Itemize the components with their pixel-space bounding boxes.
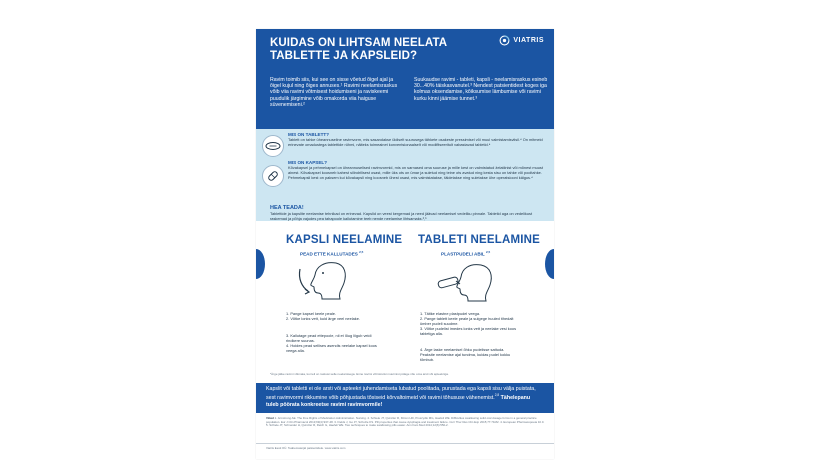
viatris-logo-icon [499,35,510,46]
tablet-icon [262,135,284,157]
tablet-method-title: TABLETI NEELAMINE [418,234,541,246]
good-to-know-heading: HEA TEADA! [270,205,304,211]
divider [256,443,554,444]
side-tab-left [256,249,265,279]
tablet-steps-part-2: 4. Ärge laske neelamisel õhku pudelisse sattuda. Peaksite neelamise ajal tundma, kuidas pudel kokku tõmbub. [420,347,511,363]
capsule-definition [288,160,546,181]
banner-text: Kapslit või tabletti ei ole arsti või apteekri juhendamiseta lubatud poolitada, purustada ega kapsli sisu välja puistata, sest ravimvormi rikkumine võib põhjustada tõsiseid kõrvaltoimeid või ravimi tõhususe vähenemist. [266,386,536,402]
banner-refs: 2,8 [494,393,500,398]
capsule-subtitle-refs: 2,5 [359,250,364,254]
intro-text-left: Ravim toimib siis, kui see on sisse võetud õigel ajal ja õigel kujul ning õiges annuses.¹ Ravimi neelamisraskus võib viia ravimi võtmisest hoidumiseni ja raviskeemi puudulik järgimine võib omakorda viia haiguse süvenemiseni.² [270,77,398,108]
capsule-steps-part-1: 1. Pange kapsel keele peale. 2. Võtke lonks vett, kuid ärge veel neelake. [286,311,360,322]
brand-logo [499,35,544,46]
capsule-text: Kõvakapsel ja pehmekapsel on üheannuselised ravimvormid, mis on sarnased oma suuruse ja mille kest on valmistatud želatiinist või mõnest muust ainest. Kõvakapsel koosneb kahest silindrilisest osast, mille üks ots on ümar ja suletud ning teine ots avatud ning kesta sisu on tahke või pooltahke. Pehmekapsli kest on paksem kui kõvakapsli ning koosneb ühest osast, mis valmistatakse, täidetakse ning suletakse ühe operatsiooni käigus.⁴ [288,165,543,180]
tablet-text: Tablett on tahke üheannuseline ravimvorm, mis sasandakse üldiselt suurusega tähkete osakeste pressimisel või muul valmistamisviisil.⁴ On mitmeid erinevate omadustega tablettide rühmi, näiteks toimeainet konventsionaalselt või modifitseeritult vabastavad tabletid.⁴ [288,137,543,147]
document-page [256,29,554,459]
good-to-know-text: Tablettide ja kapslite neelamise tehnikad on erinevad. Kapslid on veest kergemad ja need jäävad neelamisel vedeliku pinnale. Tabletid aga on vedelikust raskemad ja põhja vajudes pea tahapoole kallutamine teeb nende neelamise lihtsamaks.²,⁵ [270,211,533,221]
capsule-method-title: KAPSLI NEELAMINE [286,234,403,246]
imprint: Viatris Eesti OÜ. Teabematerjal patsientidele. www.viatris.com [266,446,346,450]
tablet-bottle-illustration [436,259,506,309]
footnote: *Ärge jätke ravimi võtmata, kui teil on raskusi selle neelamisega. Enne ravimi võtmisviisi muutmist pidage nõu oma arsti või apteekriga. [270,372,449,376]
banner-emphasis: Tähelepanu tuleb pöörata konkreetse ravimi ravimvormile! [266,395,531,408]
capsule-method-subtitle [300,250,363,257]
capsule-steps-part-2: 3. Kallutage pead ettepoole, nii et lõug liigub veidi rindkere suunas. 4. Hoides pead sellises asendis neelake kapsel koos veega alla. [286,333,377,354]
references-text: 1. Armstrong AE. The Five Rights of Medication Administration. Nursing. 2. Schiele JT, Quinzler R, Klimm HD, Pruszydlo MG, Haefeli WE. Difficulties swallowing solid oral dosage forms in a general practice population. Eur J Clin Pharmacol 2013;69(4):937-48. 3. Fields J, Go JT, Schulze KS. Pill properties that cause dysphagia and treatment failure. Curr Ther Res Clin Exp 2015;77:79-82. 4. European Pharmacopoeia 10.0. 5. Schiele JT, Schneider H, Quinzler R, Reich G, Haefeli WE. Two techniques to make swallowing pills easier. Ann Fam Med 2014;12(6):550-2. [266,416,545,428]
capsule-subtitle-text: PEAD ETTE KALLUTADES [300,251,358,257]
intro-text-right: Suukaudse ravimi - tableti, kapsli - neelamisraskus esineb 30...40% täiskasvanutel.³ Nendest patsientidest koges iga kolmas oksendamise, kõiksumise lämbumise või ravimi kurku kinni jäämise tunnet.³ [414,77,548,102]
capsule-head-forward-illustration [296,259,356,309]
references-label: Viited [266,416,274,420]
references [266,417,546,428]
capsule-heading: MIS ON KAPSEL? [288,160,328,165]
logo-text: VIATRIS [513,37,544,44]
tablet-heading: MIS ON TABLETT? [288,132,329,137]
header-section [256,29,554,129]
tablet-steps-part-1: 1. Täitke elastne plastpudel veega. 2. Pange tablett keele peale ja sulgege huuled tihedalt ümber pudeli suudme. 3. Võtke pudelist imedes lonks vett ja neelake vesi koos tabletiga alla. [420,311,517,337]
page-title: KUIDAS ON LIHTSAM NEELATA TABLETTE JA KAPSLEID? [270,37,447,62]
good-to-know-section [270,204,540,222]
tablet-definition [288,132,546,148]
tablet-method-subtitle [441,250,490,257]
tablet-subtitle-refs: 2,5 [485,250,491,254]
tablet-subtitle-text: PLASTPUDELI ABIL [441,251,485,257]
capsule-icon [262,165,284,187]
side-tab-right [545,249,554,279]
warning-banner [256,383,554,413]
